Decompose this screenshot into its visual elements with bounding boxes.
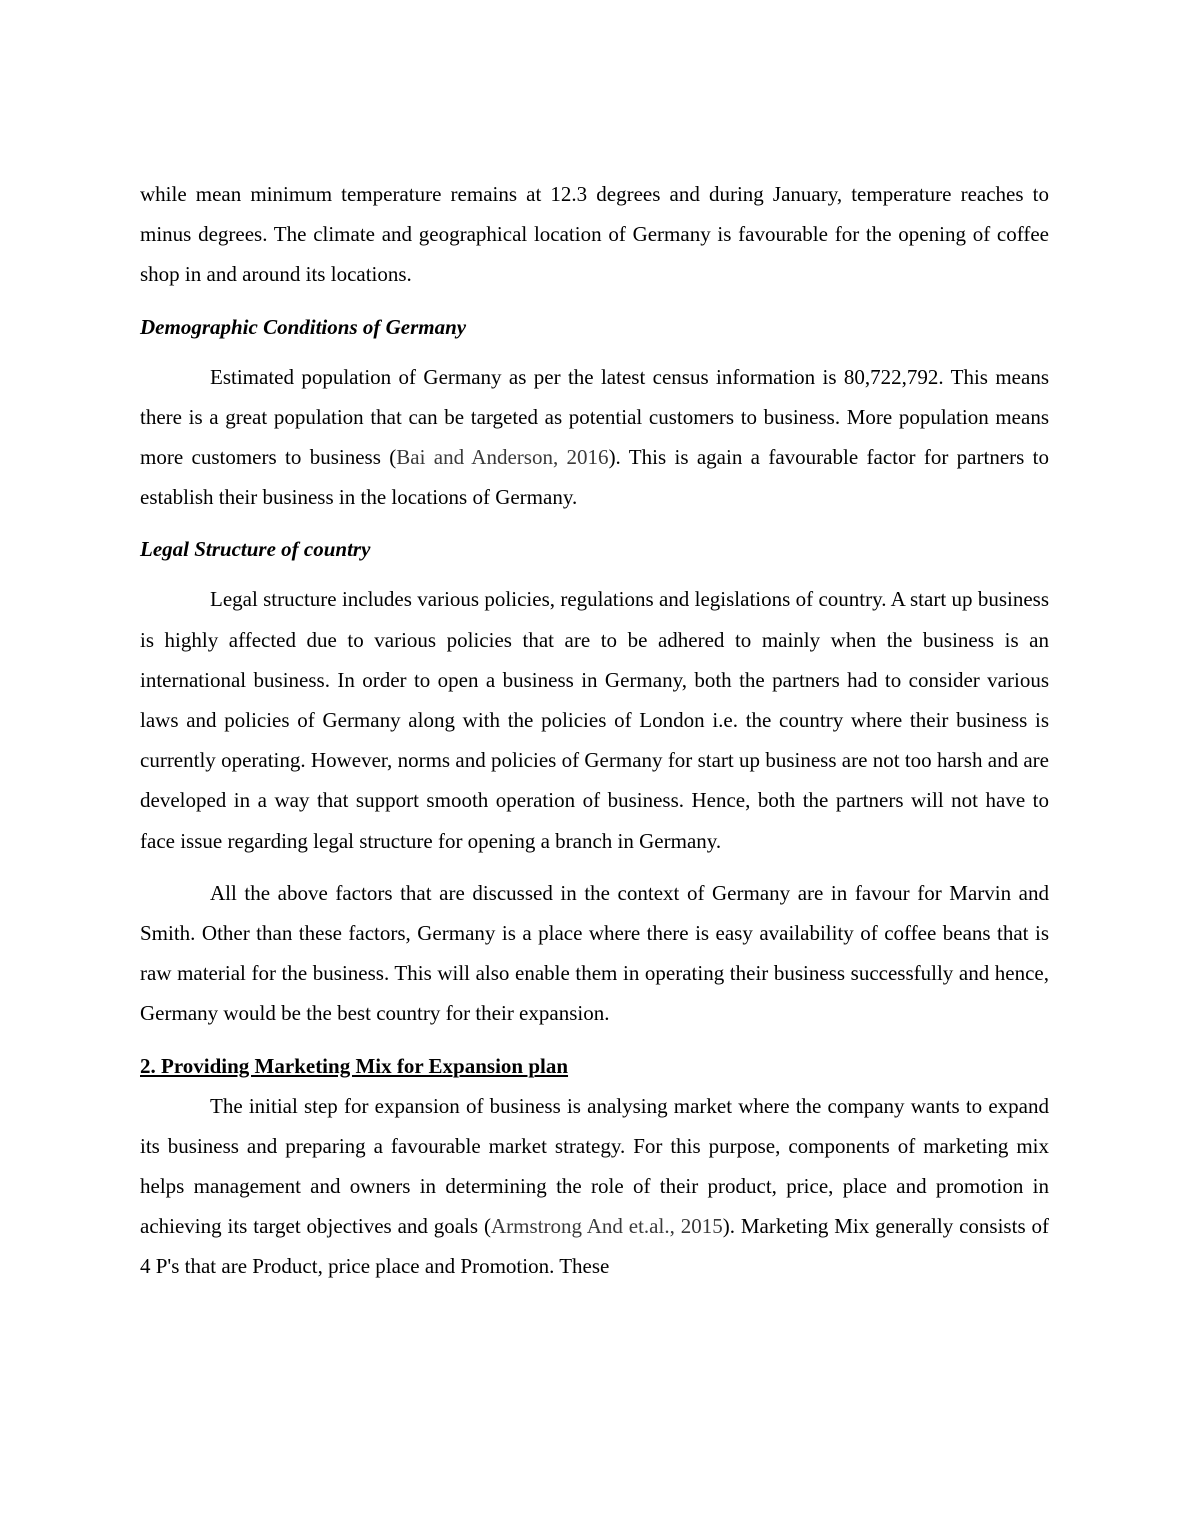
legal-paragraph-2: All the above factors that are discussed in the context of Germany are in favour for Marvin and Smith. Other than these factors, Germany is a place where there is easy availability of coffee beans that is raw material for the business. This will also enable them in operating their business successfully and hence, Germany would be the best country for their expansion. bbox=[140, 880, 1049, 1026]
document-page bbox=[140, 174, 1049, 1287]
marketing-text-after: ). Marketing Mix generally consists of 4 P's that are Product, price place and Promotion. These bbox=[140, 1214, 1049, 1279]
marketing-citation: Armstrong And et.al., 2015 bbox=[491, 1214, 723, 1239]
marketing-heading: 2. Providing Marketing Mix for Expansion plan bbox=[140, 1053, 569, 1078]
demographic-text-after: ). This is again a favourable factor for partners to establish their business in the locations of Germany. bbox=[140, 445, 1050, 510]
demographic-citation: Bai and Anderson, 2016 bbox=[396, 445, 609, 470]
legal-paragraph-1: Legal structure includes various policies, regulations and legislations of country. A start up business is highly affected due to various policies that are to be adhered to mainly when the business is an international business. In order to open a business in Germany, both the partners had to consider various laws and policies of Germany along with the policies of London i.e. the country where their business is currently operating. However, norms and policies of Germany for start up business are not too harsh and are developed in a way that support smooth operation of business. Hence, both the partners will not have to face issue regarding legal structure for opening a branch in Germany. bbox=[140, 587, 1049, 853]
demographic-heading: Demographic Conditions of Germany bbox=[140, 314, 467, 339]
intro-paragraph: while mean minimum temperature remains at 12.3 degrees and during January, temperature reaches to minus degrees. The climate and geographical location of Germany is favourable for the opening of coffee shop in and around its locations. bbox=[140, 182, 1049, 287]
demographic-paragraph bbox=[140, 357, 1049, 518]
demographic-text-before: Estimated population of Germany as per the latest census information is 80,722,792. This means there is a great population that can be targeted as potential customers to business. More population means more customers to business ( bbox=[140, 364, 1049, 470]
marketing-text-before: The initial step for expansion of business is analysing market where the company wants to expand its business and preparing a favourable market strategy. For this purpose, components of marketing mix helps management and owners in determining the role of their product, price, place and promotion in achieving its target objectives and goals ( bbox=[140, 1093, 1049, 1239]
marketing-paragraph bbox=[140, 1086, 1049, 1287]
legal-heading: Legal Structure of country bbox=[140, 537, 371, 562]
